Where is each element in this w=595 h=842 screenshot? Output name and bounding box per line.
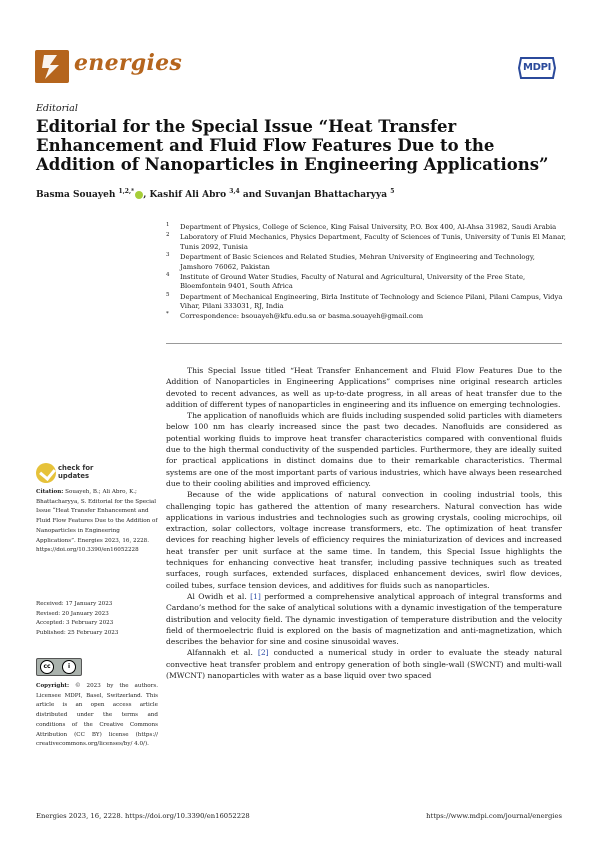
date-accepted: Accepted: 3 February 2023 (36, 620, 114, 627)
paragraph-text: conducted a numerical study in order to evaluate the steady natural convective heat transfer problem and entropy generation of both single-wall (SWCNT) and multi-wall (MWCNT) nanoparticles with water as a base liquid over two spaced (166, 648, 562, 681)
date-received: Received: 17 January 2023 (36, 601, 113, 607)
mdpi-text: MDPI (523, 62, 552, 73)
date-published: Published: 25 February 2023 (36, 630, 119, 637)
author-sup: 1,2,* (118, 188, 135, 195)
check-updates-label: check for updates (58, 464, 94, 480)
citation-block (36, 488, 158, 556)
affiliation-number: 3 (166, 251, 170, 258)
affiliation-item (166, 273, 566, 292)
correspondence[interactable] (166, 312, 566, 322)
check-for-updates-button[interactable] (36, 463, 106, 485)
article-type: Editorial (36, 103, 78, 114)
check-updates-icon (36, 463, 56, 483)
copyright-block (36, 682, 158, 750)
affiliation-text: Department of Mechanical Engineering, Birla Institute of Technology and Science Pilani, Pilani Campus, Vidya Vihar, Pilani 333031, RJ, India (180, 292, 563, 311)
affiliation-item (166, 253, 566, 272)
citation-label: Citation: (36, 489, 64, 495)
affiliation-number: 5 (166, 291, 170, 298)
author-separator: , (143, 190, 147, 200)
dates-block (36, 600, 158, 639)
affiliation-text: Department of Basic Sciences and Related Studies, Mehran University of Engineering and Technology, Jamshoro 76062, Pakistan (180, 252, 535, 271)
author-name[interactable]: Kashif Ali Abro (149, 190, 227, 200)
reference-link[interactable]: [1] (250, 591, 261, 601)
paragraph-text: performed a comprehensive analytical approach of integral transforms and Cardano’s method for the sake of analytical solutions with a dynamic investigation of the temperature distribution and velocity field. The dynamic investigation of temperature distribution and the velocity field of thermoelectric fluid is explored on the basis of magnetization and anti-magnetization, which describes the behavior for sine and cosine sinusoidal waves. (166, 591, 562, 647)
paragraph (166, 591, 562, 647)
page-title: Editorial for the Special Issue “Heat Transfer Enhancement and Fluid Flow Features Due to the Addition of Nanoparticles in Engineering Applications” (36, 117, 549, 174)
footer-citation[interactable]: Energies 2023, 16, 2228. https://doi.org/10.3390/en16052228 (36, 812, 250, 820)
author-sup: 3,4 (229, 188, 240, 195)
page-footer (36, 812, 562, 820)
affiliation-item (166, 293, 566, 312)
author-list (36, 188, 394, 200)
divider (166, 343, 562, 344)
orcid-icon[interactable] (135, 191, 143, 199)
article-body (166, 365, 562, 681)
footer-journal-url[interactable]: https://www.mdpi.com/journal/energies (426, 812, 562, 820)
paragraph: This Special Issue titled “Heat Transfer Enhancement and Fluid Flow Features Due to the Addition of Nanoparticles in Engineering Applications” comprises nine original research articles devoted to recent advances, as well as up-to-date progress, in all areas of heat transfer due to the addition of different types of nanoparticles in engineering and its influence on emerging technologies. (166, 366, 562, 409)
affiliation-number: 4 (166, 271, 170, 278)
copyright-text: © 2023 by the authors. Licensee MDPI, Basel, Switzerland. This article is an open access article distributed under the terms and conditions of the Creative Commons Attribution (CC BY) license (https:// creativecommons.org/licenses/by/ 4.0/). (36, 683, 158, 748)
journal-name[interactable]: energies (74, 50, 183, 76)
paragraph-text: Al Owidh et al. (187, 591, 251, 601)
affiliation-number: 1 (166, 222, 170, 228)
author-sup: 5 (390, 188, 395, 195)
citation-text[interactable]: Souayeh, B.; Ali Abro, K.; Bhattacharyya, S. Editorial for the Special Issue “Heat Transfer Enhancement and Fluid Flow Features Due to the Addition of Nanoparticles in Engineering Applications”. Energies 2023, 16, 2228. https://doi.org/10.3390/en16052228 (36, 489, 158, 554)
affiliation-text: Laboratory of Fluid Mechanics, Physics Department, Faculty of Sciences of Tunis, University of Tunis El Manar, Tunis 2092, Tunisia (180, 233, 566, 251)
affiliation-item (166, 233, 566, 252)
affiliation-text: Institute of Ground Water Studies, Faculty of Natural and Agricultural, University of the Free State, Bloemfontein 9401, South Africa (180, 272, 526, 291)
date-revised: Revised: 20 January 2023 (36, 610, 109, 617)
affiliations (166, 223, 566, 323)
correspondence-text[interactable]: Correspondence: bsouayeh@kfu.edu.sa or basma.souayeh@gmail.com (180, 312, 424, 321)
correspondence-mark: * (166, 311, 169, 318)
paragraph (166, 647, 562, 681)
affiliation-item (166, 223, 566, 233)
cc-by-badge[interactable] (36, 658, 82, 676)
mdpi-logo[interactable] (517, 56, 557, 80)
paragraph: Because of the wide applications of natural convection in cooling industrial tools, this challenging topic has gathered the attention of many researchers. Natural convection has wide applications in various industries and technologies such as growing crystals, cooling microchips, oil extraction, solar collectors, voltage increase transformers, etc. The optimization of heat transfer devices for reaching higher levels of efficiency requires the miniaturization of devices and increased heat transfer per unit surface at the same time. In tandem, this Special Issue highlights the techniques for enhancing convective heat transfer, including passive techniques such as treated surfaces, rough surfaces, extended surfaces, displaced enhancement devices, swirl flow devices, coiled tubes, surface tension devices, and additives for fluids such as nanoparticles. (166, 490, 562, 590)
author-name[interactable]: Basma Souayeh (36, 190, 116, 200)
affiliation-text: Department of Physics, College of Science, King Faisal University, P.O. Box 400, Al-Ahsa 31982, Saudi Arabia (180, 223, 557, 231)
affiliation-number: 2 (166, 232, 170, 239)
author-name[interactable]: Suvanjan Bhattacharyya (264, 190, 388, 200)
paragraph-text: Alfannakh et al. (187, 648, 258, 658)
reference-link[interactable]: [2] (257, 648, 269, 658)
paragraph: The application of nanofluids which are fluids including suspended solid particles with diameters below 100 nm has clearly increased since the past two decades. Nanofluids are considered as potential working fluids to improve heat transfer characteristics compared with conventional fluids due to the high thermal conductivity of the suspended particles. Furthermore, they are ideally suited for practical applications in distinct domains due to their remarkable characteristics. Thermal systems are one of the most important parts of various industries, which have always been researched due to their cooling abilities and improved efficiency. (166, 411, 563, 488)
cc-icon: cc (40, 660, 54, 674)
copyright-label: Copyright: (36, 683, 70, 689)
author-separator: and (239, 190, 265, 200)
by-icon: i (62, 660, 76, 674)
journal-logo (35, 50, 69, 83)
